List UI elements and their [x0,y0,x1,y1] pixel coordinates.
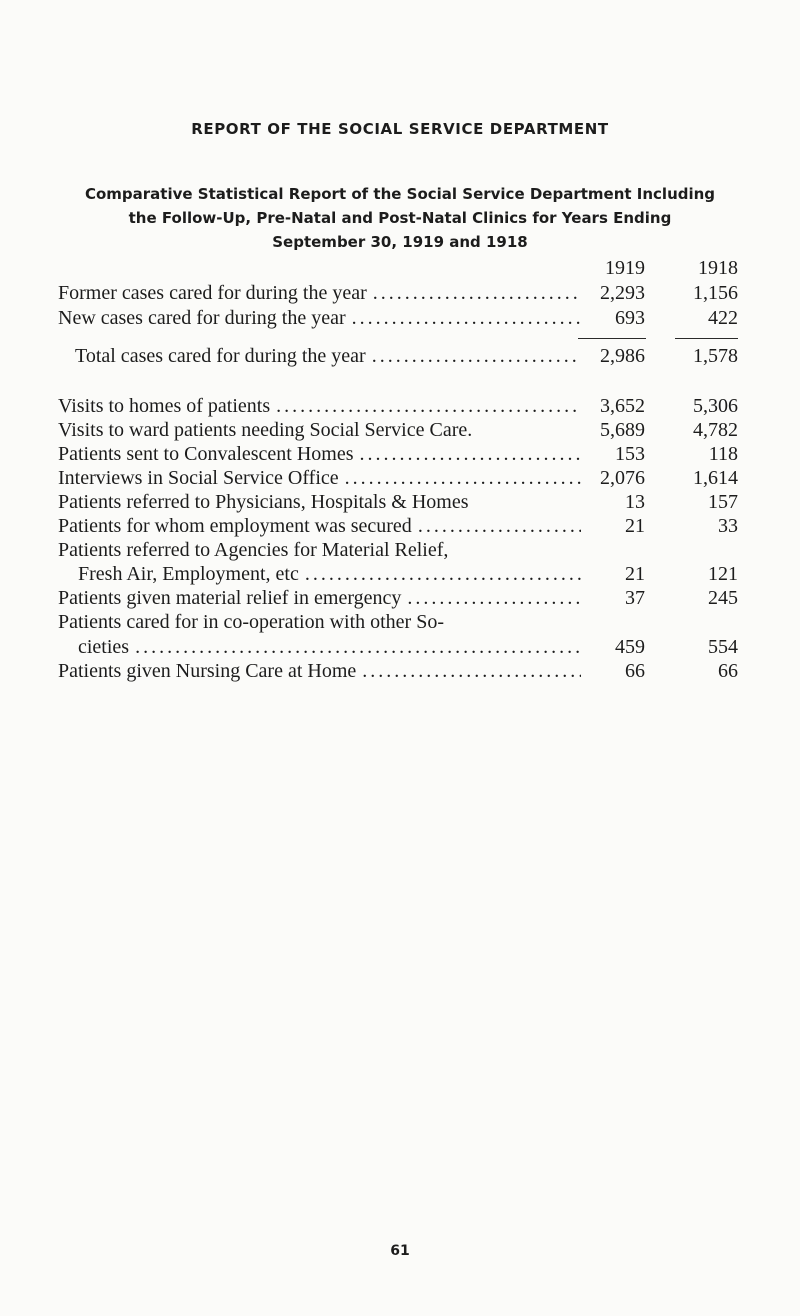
value-1919: 153 [615,443,645,465]
column-header-1919: 1919 [605,257,645,279]
row-label: Interviews in Social Service Office [58,467,339,489]
row-label: Patients referred to Agencies for Material Relief, [58,539,449,561]
value-1919: 2,986 [600,345,645,367]
row-label-continuation: cieties [78,636,130,658]
table-row [0,659,800,683]
table-row-continuation [0,562,800,586]
value-1919: 21 [625,515,645,537]
row-label: Patients sent to Convalescent Homes [58,443,354,465]
row-label: Patients for whom employment was secured [58,515,412,537]
value-1919: 37 [625,587,645,609]
row-label: New cases cared for during the year [58,307,346,329]
row-label: Patients referred to Physicians, Hospitals & Homes [58,491,469,513]
report-subtitle [40,182,760,254]
value-1919: 459 [615,636,645,658]
total-row [0,344,800,368]
table-row [0,514,800,538]
subtitle-line: the Follow-Up, Pre-Natal and Post-Natal Clinics for Years Ending [128,209,672,227]
value-1918: 121 [708,563,738,585]
value-1919: 13 [625,491,645,513]
column-header-row [0,256,800,280]
row-label: Visits to ward patients needing Social Service Care. [58,419,473,441]
table-row [0,538,800,562]
table-row [0,586,800,610]
table-row [0,466,800,490]
value-1918: 33 [718,515,738,537]
value-1919: 2,076 [600,467,645,489]
value-1918: 118 [708,443,738,465]
value-1918: 1,614 [693,467,738,489]
table-row [0,418,800,442]
table-row [0,610,800,634]
row-label-continuation: Fresh Air, Employment, etc [78,563,299,585]
value-1918: 1,578 [693,345,738,367]
row-label: Patients given Nursing Care at Home [58,660,357,682]
value-1919: 66 [625,660,645,682]
row-label: Visits to homes of patients [58,395,271,417]
subtitle-line: September 30, 1919 and 1918 [272,233,528,251]
value-1919: 693 [615,307,645,329]
page-number: 61 [390,1243,410,1259]
row-label: Total cases cared for during the year [75,345,366,367]
value-1919: 2,293 [600,282,645,304]
value-1918: 4,782 [693,419,738,441]
value-1919: 5,689 [600,419,645,441]
subtotal-rule-1918 [675,338,738,339]
table-row [0,281,800,305]
value-1918: 422 [708,307,738,329]
value-1918: 245 [708,587,738,609]
table-row [0,394,800,418]
table-row [0,306,800,330]
value-1919: 21 [625,563,645,585]
row-label: Former cases cared for during the year [58,282,367,304]
table-row [0,442,800,466]
row-label: Patients given material relief in emergency [58,587,402,609]
page-heading: REPORT OF THE SOCIAL SERVICE DEPARTMENT [191,120,609,138]
row-label: Patients cared for in co-operation with other So- [58,611,444,633]
value-1918: 66 [718,660,738,682]
subtitle-line: Comparative Statistical Report of the Social Service Department Including [84,185,716,203]
subtotal-rule-1919 [578,338,646,339]
table-row-continuation [0,635,800,659]
value-1918: 157 [708,491,738,513]
value-1918: 554 [708,636,738,658]
column-header-1918: 1918 [698,257,738,279]
value-1918: 5,306 [693,395,738,417]
table-row [0,490,800,514]
value-1919: 3,652 [600,395,645,417]
value-1918: 1,156 [693,282,738,304]
